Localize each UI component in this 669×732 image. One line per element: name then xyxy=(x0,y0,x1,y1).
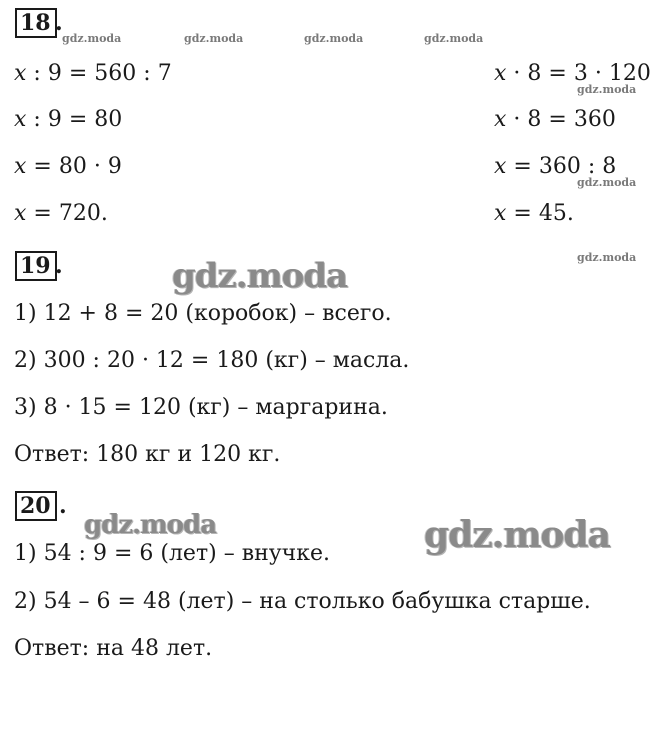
task-18-left-line-1: x : 9 = 560 : 7 xyxy=(14,61,172,86)
watermark-small: gdz.moda xyxy=(577,176,637,189)
task-19-number: 19 xyxy=(15,251,57,281)
task-19-line-1: 1) 12 + 8 = 20 (коробок) – всего. xyxy=(14,301,392,326)
task-19-line-3: 3) 8 · 15 = 120 (кг) – маргарина. xyxy=(14,395,388,420)
task-20-line-1: 1) 54 : 9 = 6 (лет) – внучке. xyxy=(14,541,330,566)
task-18-right-line-3: x = 360 : 8 xyxy=(494,154,617,179)
task-18-right-line-1: x · 8 = 3 · 120 xyxy=(494,61,651,86)
watermark-small: gdz.moda xyxy=(577,83,637,96)
task-18-left-line-2: x : 9 = 80 xyxy=(14,107,123,132)
task-18-dot: . xyxy=(55,10,63,36)
watermark-large: gdz.moda xyxy=(172,256,348,296)
watermark-large: gdz.moda xyxy=(424,514,610,556)
watermark-small: gdz.moda xyxy=(577,251,637,264)
watermark-large: gdz.moda xyxy=(84,510,217,540)
watermark-small: gdz.moda xyxy=(304,32,364,45)
task-19-line-2: 2) 300 : 20 · 12 = 180 (кг) – масла. xyxy=(14,348,410,373)
task-20-number: 20 xyxy=(15,491,57,521)
task-18-left-line-3: x = 80 · 9 xyxy=(14,154,122,179)
task-20-answer: Ответ: на 48 лет. xyxy=(14,636,213,661)
watermark-small: gdz.moda xyxy=(184,32,244,45)
task-18-number: 18 xyxy=(15,8,57,38)
task-20-line-2: 2) 54 – 6 = 48 (лет) – на столько бабушка старше. xyxy=(14,589,591,614)
watermark-small: gdz.moda xyxy=(62,32,122,45)
task-18-right-line-4: x = 45. xyxy=(494,201,574,226)
task-18-right-line-2: x · 8 = 360 xyxy=(494,107,616,132)
task-19-answer: Ответ: 180 кг и 120 кг. xyxy=(14,442,281,467)
watermark-small: gdz.moda xyxy=(424,32,484,45)
task-20-dot: . xyxy=(59,493,67,519)
task-19-dot: . xyxy=(55,253,63,279)
task-18-left-line-4: x = 720. xyxy=(14,201,108,226)
